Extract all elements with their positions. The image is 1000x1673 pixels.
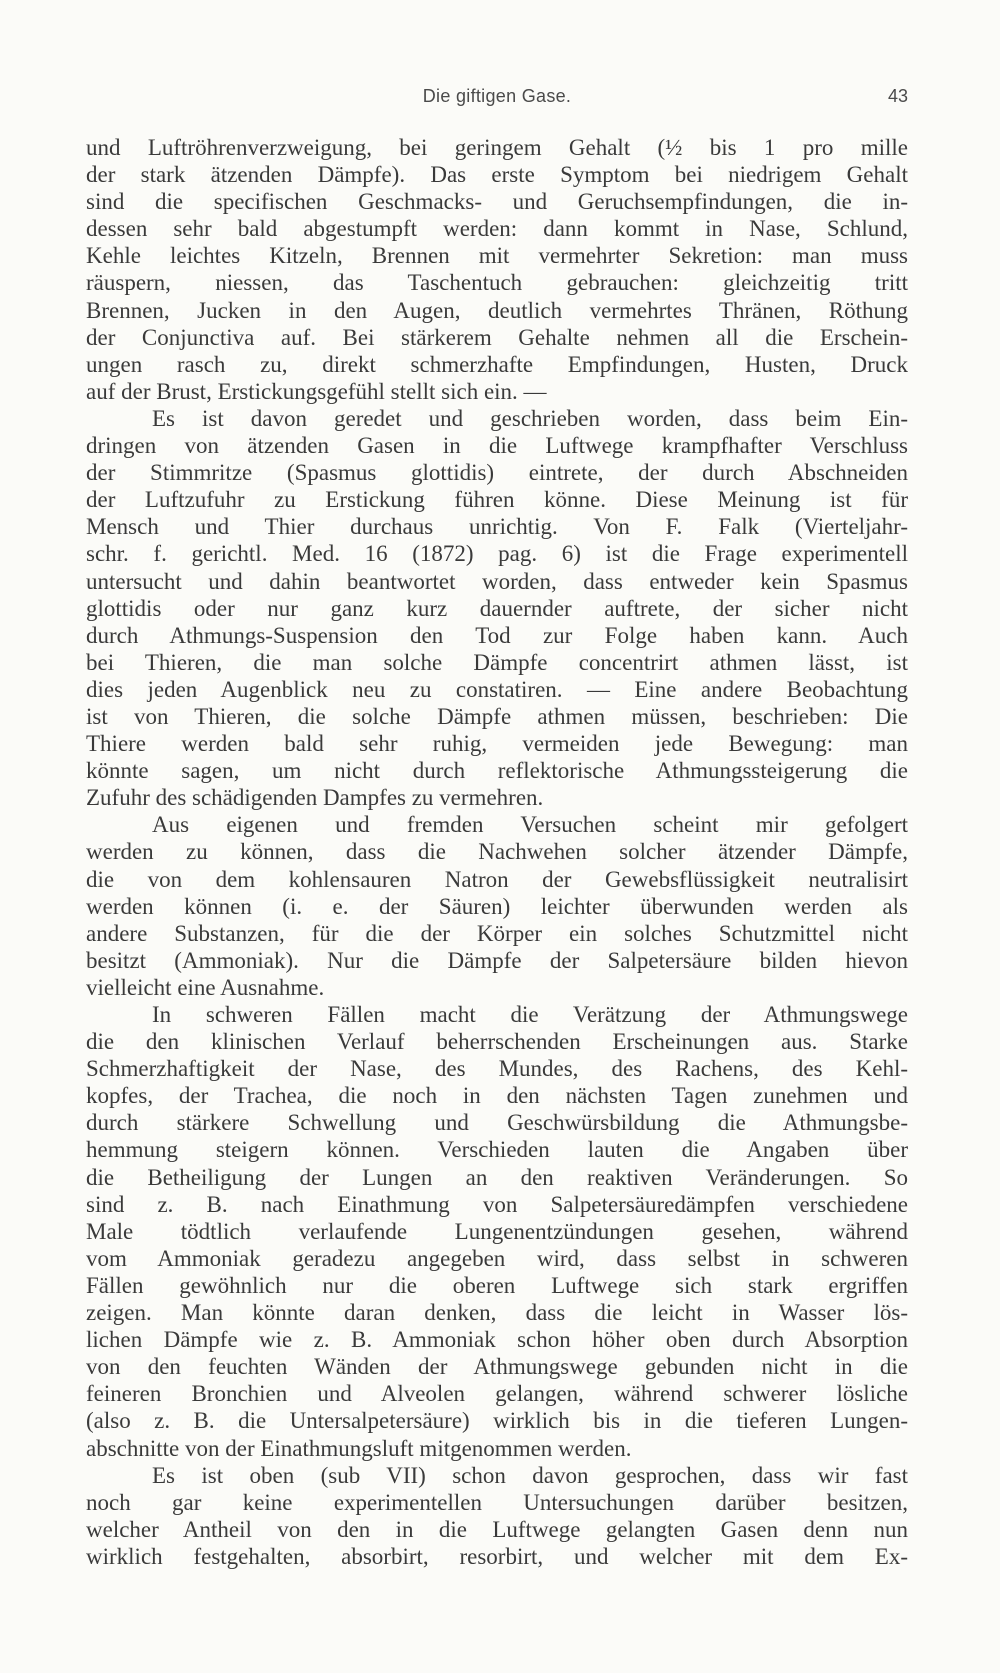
text-line: welcher Antheil von den in die Luftwege gelangten Gasen denn nun: [86, 1516, 908, 1542]
text-line: Zufuhr des schädigenden Dampfes zu vermehren.: [86, 785, 544, 811]
text-line: bei Thieren, die man solche Dämpfe concentrirt athmen lässt, ist: [86, 649, 908, 675]
text-line: der Stimmritze (Spasmus glottidis) eintrete, der durch Abschneiden: [86, 460, 908, 486]
body-text: [86, 134, 908, 1570]
text-line: abschnitte von der Einathmungsluft mitgenommen werden.: [86, 1435, 632, 1461]
text-line: der Luftzufuhr zu Erstickung führen könne. Diese Meinung ist für: [86, 487, 908, 513]
text-line: durch Athmungs-Suspension den Tod zur Folge haben kann. Auch: [86, 622, 908, 648]
text-line: der stark ätzenden Dämpfe). Das erste Symptom bei niedrigem Gehalt: [86, 162, 908, 188]
text-line: Es ist davon geredet und geschrieben worden, dass beim Ein-: [152, 405, 908, 431]
text-line: die den klinischen Verlauf beherrschenden Erscheinungen aus. Starke: [86, 1029, 908, 1055]
text-line: und Luftröhrenverzweigung, bei geringem Gehalt (½ bis 1 pro mille: [86, 135, 908, 160]
text-line: der Conjunctiva auf. Bei stärkerem Gehalte nehmen all die Erschein-: [86, 324, 908, 350]
text-line: wirklich festgehalten, absorbirt, resorbirt, und welcher mit dem Ex-: [86, 1543, 908, 1569]
text-line: Brennen, Jucken in den Augen, deutlich vermehrtes Thränen, Röthung: [86, 297, 908, 323]
text-line: schr. f. gerichtl. Med. 16 (1872) pag. 6) ist die Frage experimentell: [86, 541, 908, 567]
text-line: glottidis oder nur ganz kurz dauernder auftrete, der sicher nicht: [86, 595, 908, 621]
text-line: dessen sehr bald abgestumpft werden: dann kommt in Nase, Schlund,: [86, 216, 908, 242]
text-line: andere Substanzen, für die der Körper ein solches Schutzmittel nicht: [86, 920, 908, 946]
text-line: dringen von ätzenden Gasen in die Luftwege krampfhafter Verschluss: [86, 433, 908, 459]
text-line: (also z. B. die Untersalpetersäure) wirklich bis in die tieferen Lungen-: [86, 1408, 908, 1434]
text-line: feineren Bronchien und Alveolen gelangen, während schwerer lösliche: [86, 1381, 908, 1407]
text-line: In schweren Fällen macht die Verätzung der Athmungswege: [152, 1002, 908, 1027]
text-line: ungen rasch zu, direkt schmerzhafte Empfindungen, Husten, Druck: [86, 351, 908, 377]
text-line: auf der Brust, Erstickungsgefühl stellt sich ein. —: [86, 378, 547, 404]
text-line: die Betheiligung der Lungen an den reaktiven Veränderungen. So: [86, 1164, 908, 1190]
page-number: 43: [887, 86, 908, 106]
text-line: hemmung steigern können. Verschieden lauten die Angaben über: [86, 1137, 908, 1163]
text-line: Es ist oben (sub VII) schon davon gesprochen, dass wir fast: [152, 1462, 908, 1488]
text-line: dies jeden Augenblick neu zu constatiren. — Eine andere Beobachtung: [86, 676, 908, 702]
text-line: sind die specifischen Geschmacks- und Geruchsempfindungen, die in-: [86, 189, 908, 215]
text-line: sind z. B. nach Einathmung von Salpetersäuredämpfen verschiedene: [86, 1191, 908, 1217]
text-line: ist von Thieren, die solche Dämpfe athmen müssen, beschrieben: Die: [86, 703, 908, 729]
text-line: Kehle leichtes Kitzeln, Brennen mit vermehrter Sekretion: man muss: [86, 243, 908, 269]
text-line: Thiere werden bald sehr ruhig, vermeiden jede Bewegung: man: [86, 731, 908, 757]
text-line: lichen Dämpfe wie z. B. Ammoniak schon höher oben durch Absorption: [86, 1327, 908, 1353]
text-line: Male tödtlich verlaufende Lungenentzündungen gesehen, während: [86, 1218, 908, 1244]
text-line: Aus eigenen und fremden Versuchen scheint mir gefolgert: [152, 812, 908, 838]
text-line: besitzt (Ammoniak). Nur die Dämpfe der Salpetersäure bilden hievon: [86, 947, 908, 973]
text-line: noch gar keine experimentellen Untersuchungen darüber besitzen,: [86, 1489, 908, 1515]
text-line: werden zu können, dass die Nachwehen solcher ätzender Dämpfe,: [86, 839, 908, 865]
text-line: Schmerzhaftigkeit der Nase, des Mundes, des Rachens, des Kehl-: [86, 1056, 908, 1082]
text-line: Fällen gewöhnlich nur die oberen Luftwege sich stark ergriffen: [86, 1272, 908, 1298]
running-title: Die giftigen Gase.: [422, 86, 572, 106]
text-line: werden können (i. e. der Säuren) leichter überwunden werden als: [86, 893, 908, 919]
text-line: vielleicht eine Ausnahme.: [86, 974, 325, 1000]
text-line: die von dem kohlensauren Natron der Gewebsflüssigkeit neutralisirt: [86, 866, 908, 892]
text-line: von den feuchten Wänden der Athmungswege gebunden nicht in die: [86, 1354, 908, 1380]
text-line: vom Ammoniak geradezu angegeben wird, dass selbst in schweren: [86, 1245, 908, 1271]
text-line: könnte sagen, um nicht durch reflektorische Athmungssteigerung die: [86, 758, 908, 784]
page-header: [86, 86, 908, 116]
text-line: Mensch und Thier durchaus unrichtig. Von F. Falk (Vierteljahr-: [86, 514, 908, 540]
text-line: durch stärkere Schwellung und Geschwürsbildung die Athmungsbe-: [86, 1110, 908, 1136]
text-line: untersucht und dahin beantwortet worden, dass entweder kein Spasmus: [86, 568, 908, 594]
text-line: zeigen. Man könnte daran denken, dass die leicht in Wasser lös-: [86, 1300, 908, 1326]
text-line: kopfes, der Trachea, die noch in den nächsten Tagen zunehmen und: [86, 1083, 908, 1109]
text-line: räuspern, niessen, das Taschentuch gebrauchen: gleichzeitig tritt: [86, 270, 908, 296]
